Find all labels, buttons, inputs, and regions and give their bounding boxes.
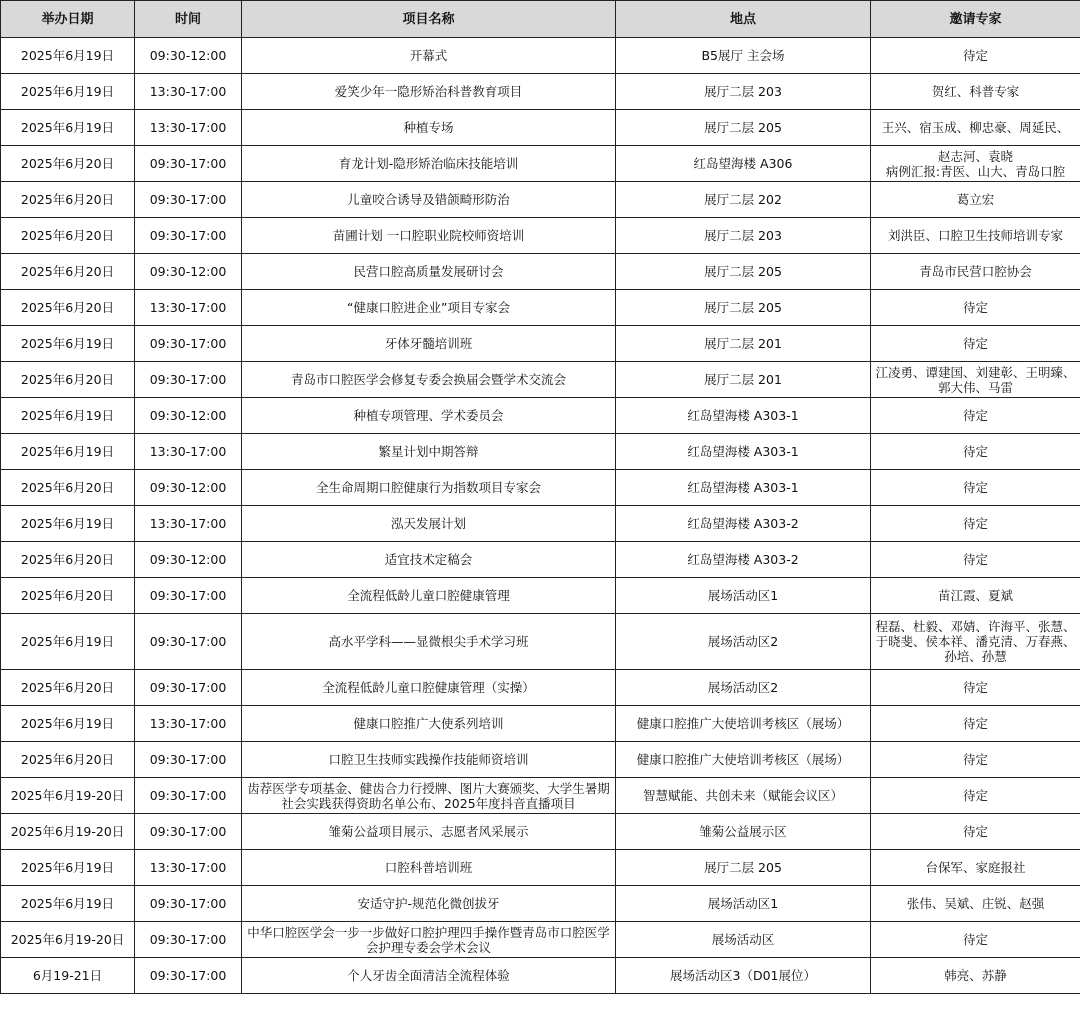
cell-location: 红岛望海楼 A303-1 [616,398,871,434]
cell-project-name: 儿童咬合诱导及错颌畸形防治 [242,182,616,218]
table-row [1,706,1080,742]
cell-date: 2025年6月20日 [1,362,135,398]
table-row [1,434,1080,470]
cell-date: 2025年6月20日 [1,290,135,326]
table-row [1,614,1080,670]
cell-date: 2025年6月19日 [1,706,135,742]
header-date: 举办日期 [1,1,135,38]
cell-project-name: 个人牙齿全面清洁全流程体验 [242,958,616,994]
cell-date: 2025年6月19-20日 [1,778,135,814]
cell-date: 2025年6月20日 [1,470,135,506]
cell-project-name: 雏菊公益项目展示、志愿者风采展示 [242,814,616,850]
cell-experts: 待定 [871,542,1080,578]
cell-location: 展场活动区 [616,922,871,958]
cell-project-name: 牙体牙髓培训班 [242,326,616,362]
cell-project-name: 苗圃计划 一口腔职业院校师资培训 [242,218,616,254]
table-row [1,542,1080,578]
table-row [1,506,1080,542]
cell-experts: 赵志河、袁晓 病例汇报:青医、山大、青岛口腔 [871,146,1080,182]
table-row [1,290,1080,326]
cell-location: 展场活动区2 [616,614,871,670]
table-row [1,742,1080,778]
header-name: 项目名称 [242,1,616,38]
cell-project-name: 口腔卫生技师实践操作技能师资培训 [242,742,616,778]
header-time: 时间 [135,1,242,38]
cell-time: 13:30-17:00 [135,434,242,470]
cell-experts: 苗江霞、夏斌 [871,578,1080,614]
cell-experts: 待定 [871,670,1080,706]
cell-project-name: 育龙计划-隐形矫治临床技能培训 [242,146,616,182]
cell-location: 展场活动区1 [616,578,871,614]
cell-time: 13:30-17:00 [135,506,242,542]
cell-time: 09:30-12:00 [135,542,242,578]
cell-time: 09:30-17:00 [135,182,242,218]
table-row [1,470,1080,506]
cell-experts: 待定 [871,398,1080,434]
cell-date: 2025年6月19日 [1,110,135,146]
cell-project-name: 健康口腔推广大使系列培训 [242,706,616,742]
cell-experts: 青岛市民营口腔协会 [871,254,1080,290]
cell-date: 2025年6月20日 [1,254,135,290]
cell-date: 2025年6月19-20日 [1,814,135,850]
cell-location: 红岛望海楼 A303-2 [616,506,871,542]
table-row [1,74,1080,110]
cell-date: 2025年6月19-20日 [1,922,135,958]
cell-project-name: 种植专项管理、学术委员会 [242,398,616,434]
cell-date: 2025年6月19日 [1,614,135,670]
cell-date: 2025年6月20日 [1,146,135,182]
header-location: 地点 [616,1,871,38]
table-row [1,670,1080,706]
table-row [1,578,1080,614]
cell-experts: 程磊、杜毅、邓婧、许海平、张慧、于晓斐、侯本祥、潘克清、万春燕、孙培、孙慧 [871,614,1080,670]
table-row [1,182,1080,218]
table-row [1,922,1080,958]
cell-location: 展厅二层 205 [616,290,871,326]
cell-project-name: 安适守护-规范化微创拔牙 [242,886,616,922]
cell-date: 2025年6月19日 [1,434,135,470]
cell-date: 2025年6月19日 [1,74,135,110]
cell-time: 09:30-17:00 [135,742,242,778]
cell-date: 2025年6月19日 [1,326,135,362]
cell-location: 健康口腔推广大使培训考核区（展场） [616,742,871,778]
cell-project-name: 适宜技术定稿会 [242,542,616,578]
table-row [1,958,1080,994]
cell-date: 2025年6月20日 [1,578,135,614]
cell-date: 2025年6月20日 [1,542,135,578]
cell-project-name: 青岛市口腔医学会修复专委会换届会暨学术交流会 [242,362,616,398]
cell-time: 09:30-17:00 [135,886,242,922]
cell-time: 09:30-17:00 [135,778,242,814]
cell-time: 09:30-12:00 [135,398,242,434]
cell-time: 09:30-17:00 [135,614,242,670]
cell-experts: 刘洪臣、口腔卫生技师培训专家 [871,218,1080,254]
cell-experts: 待定 [871,506,1080,542]
cell-experts: 韩亮、苏静 [871,958,1080,994]
cell-experts: 王兴、宿玉成、柳忠豪、周延民、 [871,110,1080,146]
cell-time: 13:30-17:00 [135,74,242,110]
cell-project-name: 口腔科普培训班 [242,850,616,886]
cell-location: 展厅二层 205 [616,110,871,146]
table-row [1,110,1080,146]
table-row [1,326,1080,362]
cell-experts: 待定 [871,706,1080,742]
cell-experts: 待定 [871,778,1080,814]
cell-project-name: 全流程低龄儿童口腔健康管理（实操） [242,670,616,706]
table-row [1,778,1080,814]
cell-time: 09:30-12:00 [135,254,242,290]
cell-location: 展厅二层 201 [616,326,871,362]
cell-time: 09:30-17:00 [135,326,242,362]
cell-experts: 待定 [871,922,1080,958]
cell-project-name: 种植专场 [242,110,616,146]
table-row [1,398,1080,434]
cell-experts: 待定 [871,326,1080,362]
cell-location: 展场活动区1 [616,886,871,922]
cell-time: 09:30-17:00 [135,578,242,614]
cell-date: 2025年6月20日 [1,670,135,706]
cell-time: 13:30-17:00 [135,706,242,742]
cell-experts: 待定 [871,814,1080,850]
cell-location: 健康口腔推广大使培训考核区（展场） [616,706,871,742]
cell-date: 2025年6月19日 [1,38,135,74]
cell-location: 红岛望海楼 A303-1 [616,470,871,506]
cell-experts: 张伟、吴斌、庄锐、赵强 [871,886,1080,922]
cell-project-name: 民营口腔高质量发展研讨会 [242,254,616,290]
table-row [1,218,1080,254]
cell-date: 2025年6月19日 [1,886,135,922]
table-row [1,254,1080,290]
cell-location: 雏菊公益展示区 [616,814,871,850]
cell-experts: 贺红、科普专家 [871,74,1080,110]
cell-experts: 待定 [871,38,1080,74]
cell-time: 09:30-17:00 [135,670,242,706]
cell-project-name: 齿荐医学专项基金、健齿合力行授牌、图片大赛颁奖、大学生暑期社会实践获得资助名单公布、2025年度抖音直播项目 [242,778,616,814]
table-row [1,850,1080,886]
cell-experts: 待定 [871,434,1080,470]
table-row [1,814,1080,850]
cell-date: 2025年6月20日 [1,182,135,218]
cell-experts: 台保军、家庭报社 [871,850,1080,886]
cell-project-name: 全生命周期口腔健康行为指数项目专家会 [242,470,616,506]
table-row [1,146,1080,182]
cell-location: 展场活动区2 [616,670,871,706]
cell-time: 09:30-17:00 [135,218,242,254]
table-row [1,38,1080,74]
cell-project-name: 开幕式 [242,38,616,74]
cell-project-name: 高水平学科——显微根尖手术学习班 [242,614,616,670]
cell-experts: 待定 [871,290,1080,326]
table-row [1,886,1080,922]
cell-time: 09:30-17:00 [135,146,242,182]
cell-project-name: 泓天发展计划 [242,506,616,542]
cell-experts: 葛立宏 [871,182,1080,218]
cell-project-name: “健康口腔进企业”项目专家会 [242,290,616,326]
header-row [1,1,1080,38]
cell-time: 09:30-17:00 [135,814,242,850]
cell-location: 展厅二层 202 [616,182,871,218]
cell-location: 展场活动区3（D01展位） [616,958,871,994]
cell-project-name: 全流程低龄儿童口腔健康管理 [242,578,616,614]
cell-time: 09:30-12:00 [135,38,242,74]
cell-date: 2025年6月19日 [1,398,135,434]
cell-location: B5展厅 主会场 [616,38,871,74]
cell-project-name: 繁星计划中期答辩 [242,434,616,470]
cell-location: 展厅二层 201 [616,362,871,398]
cell-location: 展厅二层 205 [616,850,871,886]
cell-project-name: 爱笑少年一隐形矫治科普教育项目 [242,74,616,110]
cell-time: 09:30-17:00 [135,958,242,994]
cell-time: 09:30-17:00 [135,922,242,958]
cell-date: 2025年6月20日 [1,218,135,254]
cell-location: 展厅二层 203 [616,74,871,110]
cell-time: 09:30-12:00 [135,470,242,506]
header-experts: 邀请专家 [871,1,1080,38]
cell-location: 展厅二层 203 [616,218,871,254]
cell-location: 红岛望海楼 A306 [616,146,871,182]
cell-location: 智慧赋能、共创未来（赋能会议区） [616,778,871,814]
cell-location: 展厅二层 205 [616,254,871,290]
cell-date: 2025年6月19日 [1,850,135,886]
cell-experts: 待定 [871,470,1080,506]
cell-date: 2025年6月20日 [1,742,135,778]
table-row [1,362,1080,398]
cell-time: 09:30-17:00 [135,362,242,398]
cell-location: 红岛望海楼 A303-1 [616,434,871,470]
cell-time: 13:30-17:00 [135,290,242,326]
cell-time: 13:30-17:00 [135,850,242,886]
cell-location: 红岛望海楼 A303-2 [616,542,871,578]
cell-experts: 江凌勇、谭建国、刘建彰、王明臻、郭大伟、马雷 [871,362,1080,398]
cell-date: 6月19-21日 [1,958,135,994]
cell-date: 2025年6月19日 [1,506,135,542]
cell-experts: 待定 [871,742,1080,778]
cell-time: 13:30-17:00 [135,110,242,146]
cell-project-name: 中华口腔医学会一步一步做好口腔护理四手操作暨青岛市口腔医学会护理专委会学术会议 [242,922,616,958]
